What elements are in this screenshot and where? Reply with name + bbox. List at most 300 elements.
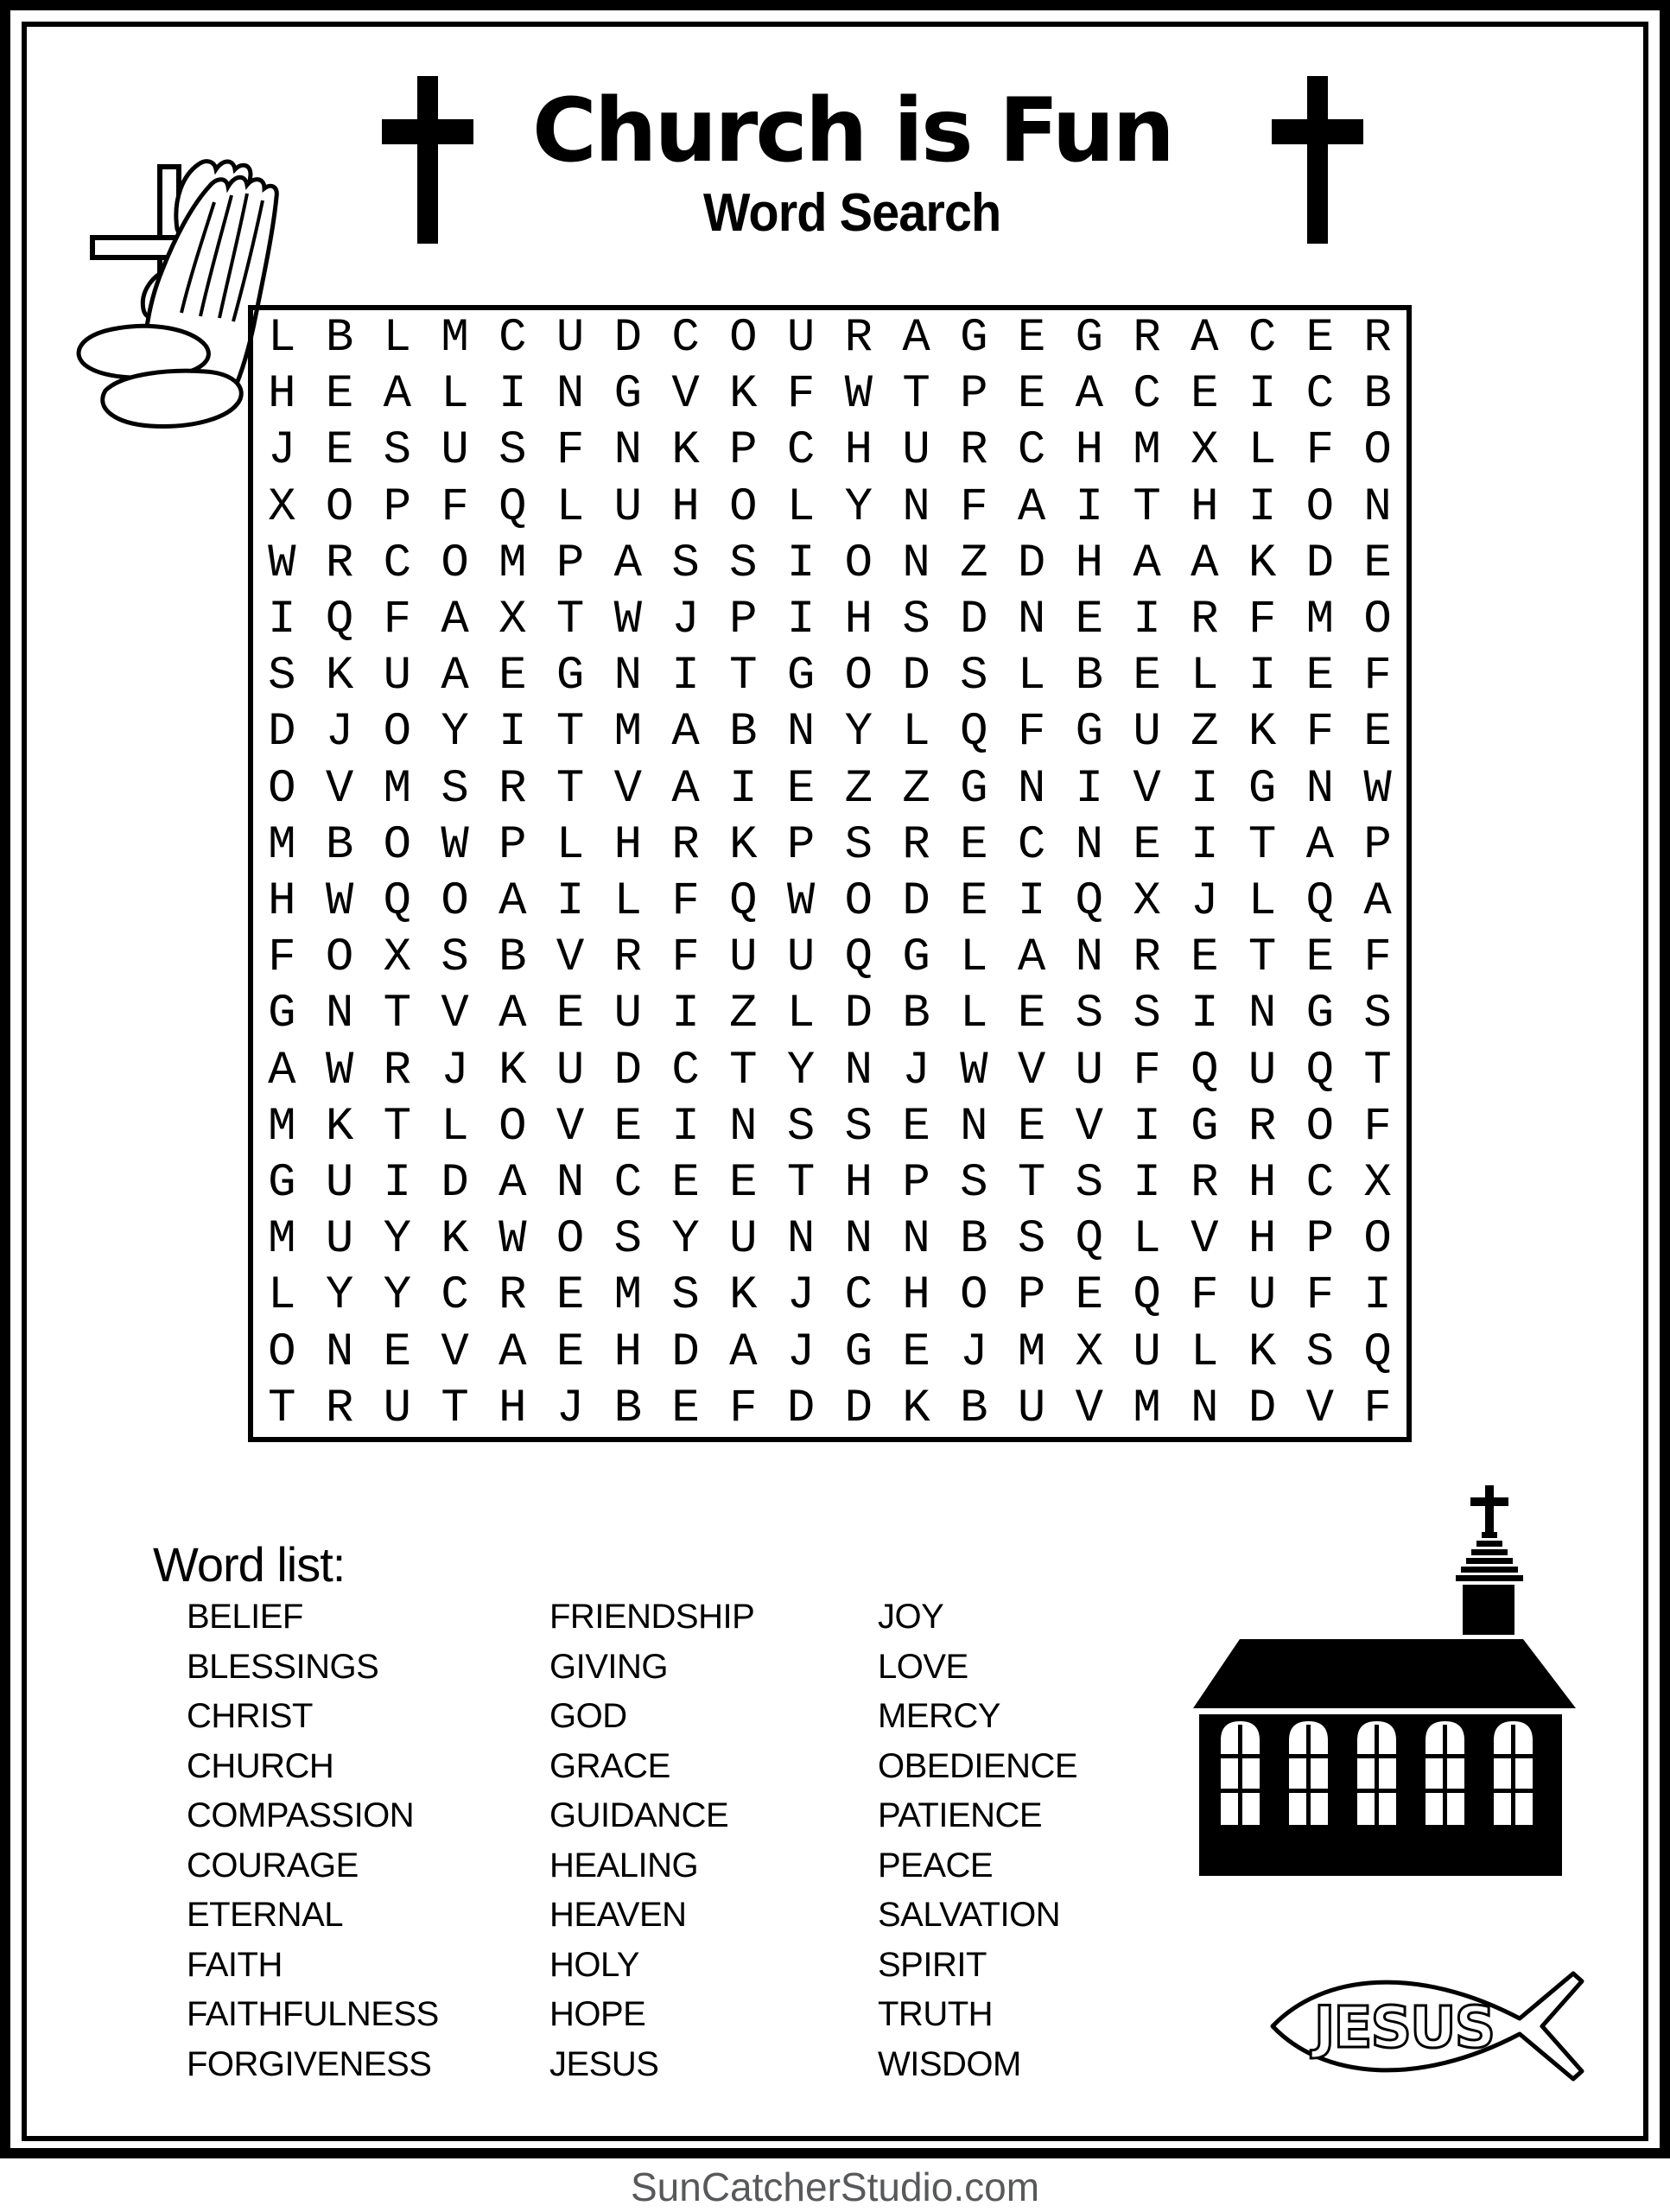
grid-cell: L (960, 988, 988, 1041)
grid-cell: V (1133, 762, 1161, 816)
grid-cell: E (556, 1269, 585, 1323)
grid-cell: A (729, 1325, 758, 1379)
grid-cell: S (383, 424, 412, 478)
word-list-column (878, 1592, 1077, 2089)
grid-cell: V (1017, 1044, 1046, 1097)
grid-cell: G (844, 1325, 873, 1379)
grid-cell: V (1191, 1213, 1219, 1267)
grid-cell: E (1305, 650, 1335, 703)
grid-cell: I (1017, 875, 1046, 929)
grid-cell: I (1248, 650, 1277, 703)
grid-cell: E (960, 818, 988, 872)
grid-cell: F (1305, 424, 1335, 478)
grid-cell: H (1075, 537, 1104, 590)
grid-cell: P (960, 368, 988, 422)
grid-cell: R (383, 1044, 412, 1097)
grid-cell: N (1305, 762, 1335, 816)
word-item: FRIENDSHIP (549, 1598, 755, 1636)
word-item: COMPASSION (187, 1796, 415, 1834)
grid-cell: L (960, 931, 988, 985)
grid-cell: F (1305, 706, 1335, 760)
grid-cell: M (268, 818, 296, 872)
grid-cell: H (1248, 1157, 1277, 1211)
grid-cell: S (1075, 1157, 1104, 1211)
grid-cell: E (1017, 312, 1046, 365)
grid-cell: S (1133, 988, 1161, 1041)
grid-cell: E (556, 988, 585, 1041)
grid-cell: A (441, 650, 469, 703)
grid-cell: R (844, 312, 873, 365)
grid-cell: N (1017, 762, 1046, 816)
grid-cell: D (786, 1382, 816, 1435)
grid-cell: I (1133, 1100, 1161, 1154)
grid-cell: C (1305, 368, 1335, 422)
word-list-header: Word list: (153, 1537, 346, 1592)
grid-cell: K (325, 650, 354, 703)
grid-cell: F (1363, 1100, 1392, 1154)
grid-cell: N (1363, 480, 1392, 534)
grid-cell: A (268, 1044, 296, 1097)
grid-cell: Q (383, 875, 412, 929)
grid-cell: S (1017, 1213, 1046, 1267)
grid-cell: U (729, 931, 758, 985)
grid-cell: D (1017, 537, 1046, 590)
grid-cell: Q (325, 594, 354, 647)
grid-cell: H (844, 594, 873, 647)
grid-cell: J (960, 1325, 988, 1379)
grid-cell: H (902, 1269, 930, 1323)
grid-cell: O (1363, 594, 1392, 647)
grid-cell: N (325, 1325, 354, 1379)
grid-cell: Y (786, 1044, 816, 1097)
word-item: TRUTH (878, 1995, 994, 2033)
grid-cell: F (1363, 1382, 1392, 1435)
grid-cell: L (268, 1269, 296, 1323)
word-item: SALVATION (878, 1896, 1061, 1934)
grid-cell: C (844, 1269, 873, 1323)
grid-cell: B (1075, 650, 1104, 703)
grid-cell: F (1305, 1269, 1335, 1323)
grid-cell: B (960, 1382, 988, 1435)
fish-label: JESUS (1313, 1994, 1495, 2061)
grid-cell: F (729, 1382, 758, 1435)
grid-cell: S (613, 1213, 643, 1267)
grid-cell: S (1363, 988, 1392, 1041)
grid-cell: V (441, 1325, 469, 1379)
grid-cell: C (1133, 368, 1161, 422)
grid-cell: W (786, 875, 816, 929)
grid-cell: X (383, 931, 412, 985)
grid-cell: L (1248, 875, 1277, 929)
grid-cell: E (1305, 931, 1335, 985)
grid-cell: E (556, 1325, 585, 1379)
grid-cell: C (498, 312, 527, 365)
grid-cell: C (1248, 312, 1277, 365)
grid-cell: F (1363, 650, 1392, 703)
grid-cell: P (556, 537, 585, 590)
grid-cell: R (671, 818, 700, 872)
grid-cell: O (441, 875, 469, 929)
grid-cell: A (1075, 368, 1104, 422)
grid-cell: G (1248, 762, 1277, 816)
grid-cell: A (498, 875, 527, 929)
grid-cell: S (441, 762, 469, 816)
grid-cell: G (268, 988, 296, 1041)
grid-cell: P (1305, 1213, 1335, 1267)
grid-cell: M (441, 312, 469, 365)
grid-cell: N (844, 1213, 873, 1267)
grid-cell: A (902, 312, 930, 365)
grid-cell: F (268, 931, 296, 985)
grid-cell: G (960, 312, 988, 365)
grid-cell: I (671, 1100, 700, 1154)
grid-cell: L (556, 480, 585, 534)
grid-cell: U (1017, 1382, 1046, 1435)
grid-cell: N (902, 1213, 930, 1267)
grid-cell: M (383, 762, 412, 816)
grid-cell: R (325, 1382, 354, 1435)
grid-cell: U (325, 1213, 354, 1267)
word-item: PEACE (878, 1846, 994, 1885)
grid-cell: A (1133, 537, 1161, 590)
grid-cell: S (960, 650, 988, 703)
grid-cell: L (268, 312, 296, 365)
grid-cell: S (498, 424, 527, 478)
grid-cell: T (1133, 480, 1161, 534)
word-item: JESUS (549, 2044, 659, 2083)
grid-cell: Q (1305, 1044, 1335, 1097)
grid-cell: A (1305, 818, 1335, 872)
grid-cell: G (268, 1157, 296, 1211)
grid-cell: Z (844, 762, 873, 816)
grid-cell: E (1363, 706, 1392, 760)
grid-cell: D (1248, 1382, 1277, 1435)
site-footer: SunCatcherStudio.com (630, 2164, 1040, 2209)
word-item: HOLY (549, 1945, 639, 1984)
grid-cell: M (1305, 594, 1335, 647)
grid-cell: Q (960, 706, 988, 760)
grid-cell: L (1191, 1325, 1219, 1379)
grid-cell: O (1305, 480, 1335, 534)
grid-cell: I (1075, 480, 1104, 534)
grid-cell: N (613, 424, 643, 478)
grid-cell: E (1191, 368, 1219, 422)
grid-cell: J (671, 594, 700, 647)
grid-cell: V (1075, 1382, 1104, 1435)
grid-cell: V (613, 762, 643, 816)
grid-cell: O (1363, 1213, 1392, 1267)
grid-cell: U (1075, 1044, 1104, 1097)
grid-cell: N (960, 1100, 988, 1154)
grid-cell: G (902, 931, 930, 985)
grid-cell: C (671, 1044, 700, 1097)
grid-cell: M (268, 1213, 296, 1267)
grid-cell: B (902, 988, 930, 1041)
grid-cell: R (1363, 312, 1392, 365)
grid-cell: O (729, 312, 758, 365)
grid-cell: D (441, 1157, 469, 1211)
grid-cell: X (268, 480, 296, 534)
grid-cell: D (844, 1382, 873, 1435)
grid-cell: O (729, 480, 758, 534)
grid-cell: A (1191, 537, 1219, 590)
grid-cell: I (1248, 368, 1277, 422)
grid-cell: C (1017, 818, 1046, 872)
grid-cell: G (613, 368, 643, 422)
grid-cell: U (729, 1213, 758, 1267)
grid-cell: K (729, 1269, 758, 1323)
word-item: PATIENCE (878, 1796, 1043, 1834)
grid-cell: V (556, 931, 585, 985)
grid-cell: U (556, 312, 585, 365)
word-item: GOD (549, 1697, 627, 1735)
grid-cell: T (556, 594, 585, 647)
grid-cell: H (498, 1382, 527, 1435)
grid-cell: O (960, 1269, 988, 1323)
grid-cell: F (960, 480, 988, 534)
jesus-fish-icon (1266, 1961, 1587, 2091)
grid-cell: T (1248, 931, 1277, 985)
grid-cell: S (671, 1269, 700, 1323)
grid-cell: R (1191, 594, 1219, 647)
grid-cell: F (671, 931, 700, 985)
grid-cell: E (1017, 368, 1046, 422)
word-item: GUIDANCE (549, 1796, 729, 1834)
grid-cell: I (498, 368, 527, 422)
grid-cell: R (1133, 312, 1161, 365)
grid-cell: T (729, 650, 758, 703)
grid-cell: T (786, 1157, 816, 1211)
grid-cell: C (671, 312, 700, 365)
word-item: SPIRIT (878, 1945, 987, 1984)
grid-cell: J (902, 1044, 930, 1097)
grid-cell: C (383, 537, 412, 590)
grid-cell: I (1075, 762, 1104, 816)
grid-cell: Q (1075, 875, 1104, 929)
grid-cell: I (1363, 1269, 1392, 1323)
grid-cell: E (498, 650, 527, 703)
grid-cell: L (383, 312, 412, 365)
grid-cell: G (1305, 988, 1335, 1041)
grid-cell: T (1017, 1157, 1046, 1211)
grid-cell: E (1017, 988, 1046, 1041)
grid-cell: H (844, 1157, 873, 1211)
grid-cell: B (1363, 368, 1392, 422)
grid-cell: X (1133, 875, 1161, 929)
grid-cell: F (1133, 1044, 1161, 1097)
grid-cell: O (268, 762, 296, 816)
grid-cell: T (383, 988, 412, 1041)
grid-cell: I (1191, 988, 1219, 1041)
grid-cell: T (1248, 818, 1277, 872)
grid-cell: O (1305, 1100, 1335, 1154)
grid-cell: H (1248, 1213, 1277, 1267)
word-item: FORGIVENESS (187, 2044, 432, 2083)
word-item: COURAGE (187, 1846, 359, 1885)
grid-cell: T (1363, 1044, 1392, 1097)
grid-cell: W (325, 875, 354, 929)
grid-cell: O (556, 1213, 585, 1267)
grid-cell: E (902, 1325, 930, 1379)
grid-cell: H (268, 875, 296, 929)
grid-cell: W (441, 818, 469, 872)
grid-cell: E (1191, 931, 1219, 985)
word-list-column (549, 1592, 754, 2089)
grid-cell: W (960, 1044, 988, 1097)
grid-cell: X (1075, 1325, 1104, 1379)
word-item: GIVING (549, 1647, 669, 1686)
grid-cell: M (1133, 424, 1161, 478)
grid-cell: K (1248, 537, 1277, 590)
grid-cell: C (1305, 1157, 1335, 1211)
grid-cell: E (786, 762, 816, 816)
grid-cell: O (844, 537, 873, 590)
grid-cell: E (325, 368, 354, 422)
word-item: FAITHFULNESS (187, 1995, 439, 2033)
grid-cell: O (325, 931, 354, 985)
grid-cell: N (556, 1157, 585, 1211)
grid-cell: C (441, 1269, 469, 1323)
grid-cell: H (1075, 424, 1104, 478)
grid-cell: F (556, 424, 585, 478)
grid-cell: C (1017, 424, 1046, 478)
grid-cell: H (613, 1325, 643, 1379)
grid-cell: L (786, 988, 816, 1041)
grid-cell: Q (1133, 1269, 1161, 1323)
grid-cell: A (498, 1157, 527, 1211)
grid-cell: E (1075, 1269, 1104, 1323)
grid-cell: N (1248, 988, 1277, 1041)
grid-cell: N (1191, 1382, 1219, 1435)
grid-cell: L (441, 1100, 469, 1154)
grid-cell: P (729, 424, 758, 478)
grid-cell: Y (325, 1269, 354, 1323)
grid-cell: S (844, 1100, 873, 1154)
grid-cell: T (902, 368, 930, 422)
grid-cell: A (613, 537, 643, 590)
grid-cell: I (498, 706, 527, 760)
grid-cell: T (268, 1382, 296, 1435)
grid-cell: Q (729, 875, 758, 929)
grid-cell: N (902, 480, 930, 534)
grid-cell: L (1133, 1213, 1161, 1267)
church-icon (1192, 1473, 1590, 1879)
grid-cell: F (671, 875, 700, 929)
grid-cell: K (1248, 1325, 1277, 1379)
grid-cell: T (383, 1100, 412, 1154)
grid-cell: E (1017, 1100, 1046, 1154)
grid-cell: J (786, 1269, 816, 1323)
grid-cell: U (383, 1382, 412, 1435)
grid-cell: H (1191, 480, 1219, 534)
grid-cell: C (613, 1157, 643, 1211)
grid-cell: Y (383, 1269, 412, 1323)
grid-cell: S (1075, 988, 1104, 1041)
grid-cell: Y (844, 480, 873, 534)
grid-cell: W (498, 1213, 527, 1267)
grid-cell: O (383, 818, 412, 872)
grid-cell: M (268, 1100, 296, 1154)
word-item: WISDOM (878, 2044, 1021, 2083)
grid-cell: D (960, 594, 988, 647)
grid-cell: N (1075, 818, 1104, 872)
grid-cell: F (1017, 706, 1046, 760)
grid-cell: Q (1191, 1044, 1219, 1097)
grid-cell: O (1363, 424, 1392, 478)
word-item: MERCY (878, 1697, 1000, 1735)
grid-cell: A (1017, 480, 1046, 534)
grid-cell: E (1075, 594, 1104, 647)
grid-cell: M (498, 537, 527, 590)
grid-cell: K (671, 424, 700, 478)
grid-cell: R (498, 762, 527, 816)
grid-cell: P (729, 594, 758, 647)
word-item: HOPE (549, 1995, 646, 2033)
grid-cell: I (786, 594, 816, 647)
grid-cell: G (1191, 1100, 1219, 1154)
grid-cell: H (268, 368, 296, 422)
grid-cell: I (1191, 762, 1219, 816)
grid-cell: P (498, 818, 527, 872)
grid-cell: D (671, 1325, 700, 1379)
grid-cell: N (1075, 931, 1104, 985)
grid-cell: K (325, 1100, 354, 1154)
grid-cell: G (1075, 312, 1104, 365)
grid-cell: S (844, 818, 873, 872)
grid-cell: G (556, 650, 585, 703)
grid-cell: P (786, 818, 816, 872)
grid-cell: K (729, 368, 758, 422)
grid-cell: M (613, 1269, 643, 1323)
grid-cell: U (441, 424, 469, 478)
grid-cell: Z (1191, 706, 1219, 760)
grid-cell: G (1075, 706, 1104, 760)
grid-cell: V (441, 988, 469, 1041)
grid-cell: H (613, 818, 643, 872)
word-item: BLESSINGS (187, 1647, 379, 1686)
grid-cell: E (729, 1157, 758, 1211)
grid-cell: X (498, 594, 527, 647)
word-list-column (187, 1592, 439, 2089)
grid-cell: I (268, 594, 296, 647)
grid-cell: M (1133, 1382, 1161, 1435)
grid-cell: O (383, 706, 412, 760)
grid-cell: O (844, 650, 873, 703)
grid-cell: S (441, 931, 469, 985)
grid-cell: L (1017, 650, 1046, 703)
word-item: FAITH (187, 1945, 283, 1984)
grid-cell: S (671, 537, 700, 590)
grid-cell: X (1191, 424, 1219, 478)
grid-cell: C (786, 424, 816, 478)
grid-cell: N (1017, 594, 1046, 647)
grid-cell: F (383, 594, 412, 647)
grid-cell: S (786, 1100, 816, 1154)
grid-cell: E (613, 1100, 643, 1154)
grid-cell: A (498, 1325, 527, 1379)
grid-cell: R (498, 1269, 527, 1323)
grid-cell: J (268, 424, 296, 478)
grid-cell: F (441, 480, 469, 534)
grid-cell: D (613, 312, 643, 365)
grid-cell: R (1191, 1157, 1219, 1211)
grid-cell: J (325, 706, 354, 760)
grid-cell: S (729, 537, 758, 590)
grid-cell: R (960, 424, 988, 478)
grid-cell: T (441, 1382, 469, 1435)
grid-cell: A (498, 988, 527, 1041)
header (35, 79, 1670, 244)
